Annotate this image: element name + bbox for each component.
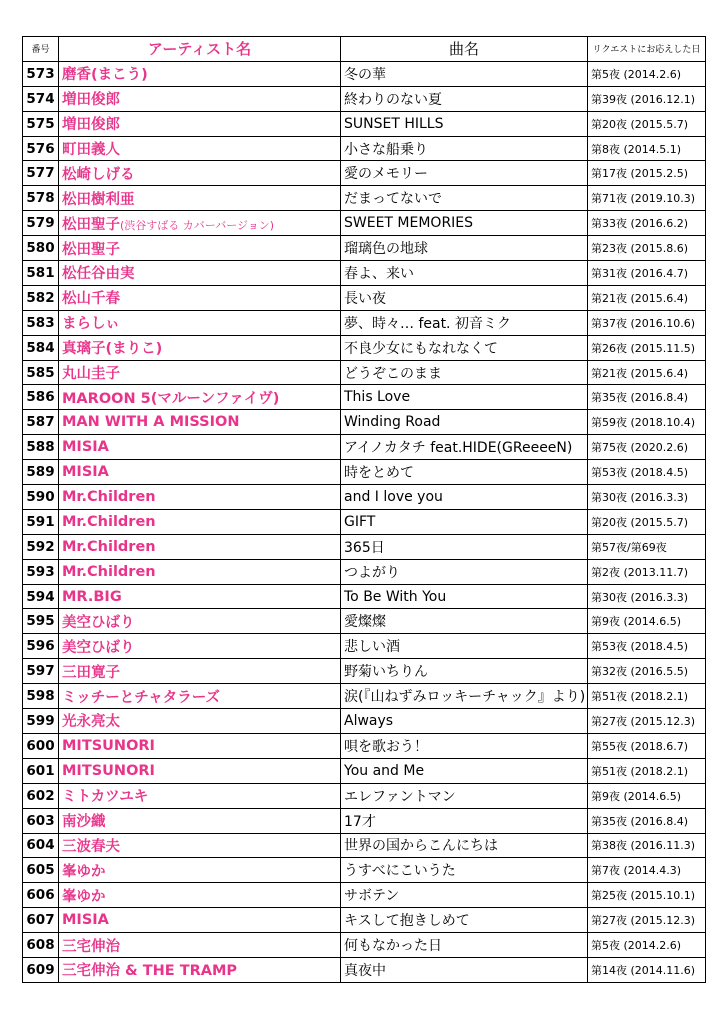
row-number: 574 (23, 86, 59, 111)
row-number: 588 (23, 435, 59, 460)
song-title: and I love you (341, 485, 588, 510)
request-night: 第23夜 (2015.8.6) (588, 236, 706, 261)
table-row (23, 858, 706, 883)
artist-name-main: MAN WITH A MISSION (62, 414, 240, 431)
song-title: SWEET MEMORIES (341, 211, 588, 236)
request-night: 第9夜 (2014.6.5) (588, 783, 706, 808)
artist-name-main: 三田寛子 (62, 664, 120, 681)
request-night: 第7夜 (2014.4.3) (588, 858, 706, 883)
row-number: 603 (23, 808, 59, 833)
request-night: 第8夜 (2014.5.1) (588, 136, 706, 161)
song-title: 長い夜 (341, 285, 588, 310)
artist-name (59, 709, 341, 734)
request-night: 第26夜 (2015.11.5) (588, 335, 706, 360)
artist-name-main: 町田義人 (62, 142, 120, 158)
request-night: 第25夜 (2015.10.1) (588, 883, 706, 908)
row-number: 599 (23, 709, 59, 734)
song-title: うすべにこいうた (341, 858, 588, 883)
artist-name-main: Mr.Children (62, 513, 156, 530)
song-title: This Love (341, 385, 588, 410)
table-row (23, 485, 706, 510)
song-title: Winding Road (341, 410, 588, 435)
row-number: 602 (23, 783, 59, 808)
artist-name (59, 61, 341, 86)
table-row (23, 211, 706, 236)
song-title: 時をとめて (341, 460, 588, 485)
song-title: 小さな船乗り (341, 136, 588, 161)
song-title: 春よ、来い (341, 261, 588, 286)
artist-name-main: まらしぃ (62, 316, 120, 333)
song-title: 愛のメモリー (341, 161, 588, 186)
row-number: 604 (23, 833, 59, 858)
song-title: つよがり (341, 559, 588, 584)
row-number: 596 (23, 634, 59, 659)
row-number: 587 (23, 410, 59, 435)
song-title: 涙(『山ねずみロッキーチャック』より) (341, 684, 588, 709)
table-row (23, 783, 706, 808)
artist-name (59, 161, 341, 186)
artist-name-main: 美空ひばり (62, 639, 135, 656)
request-night: 第53夜 (2018.4.5) (588, 460, 706, 485)
header-song: 曲名 (341, 37, 588, 62)
table-row (23, 86, 706, 111)
row-number: 586 (23, 385, 59, 410)
artist-name (59, 783, 341, 808)
artist-name-main: 南沙織 (62, 814, 106, 831)
table-row (23, 61, 706, 86)
row-number: 607 (23, 908, 59, 933)
artist-name (59, 310, 341, 335)
artist-name (59, 584, 341, 609)
request-night: 第20夜 (2015.5.7) (588, 509, 706, 534)
artist-name-main: MITSUNORI (62, 737, 155, 754)
table-row (23, 933, 706, 958)
row-number: 600 (23, 733, 59, 758)
request-night: 第57夜/第69夜 (588, 534, 706, 559)
table-row (23, 559, 706, 584)
song-title: 不良少女にもなれなくて (341, 335, 588, 360)
artist-name-main: MAROON 5(マルーンファイヴ) (62, 390, 280, 407)
artist-name-main: 松田聖子 (62, 216, 120, 233)
song-title: 野菊いちりん (341, 659, 588, 684)
request-night: 第17夜 (2015.2.5) (588, 161, 706, 186)
request-night: 第75夜 (2020.2.6) (588, 435, 706, 460)
artist-name-main: MR.BIG (62, 588, 122, 605)
artist-name (59, 733, 341, 758)
artist-name-main: 松任谷由実 (62, 266, 135, 283)
table-row (23, 136, 706, 161)
row-number: 584 (23, 335, 59, 360)
row-number: 581 (23, 261, 59, 286)
table-row (23, 285, 706, 310)
artist-name (59, 460, 341, 485)
table-row (23, 435, 706, 460)
table-row (23, 609, 706, 634)
artist-name-main: 増田俊郎 (62, 117, 120, 134)
request-night: 第9夜 (2014.6.5) (588, 609, 706, 634)
row-number: 573 (23, 61, 59, 86)
row-number: 606 (23, 883, 59, 908)
table-row (23, 509, 706, 534)
song-title: 瑠璃色の地球 (341, 236, 588, 261)
table-row (23, 659, 706, 684)
request-night: 第71夜 (2019.10.3) (588, 186, 706, 211)
artist-name (59, 186, 341, 211)
artist-name-main: MITSUNORI (62, 762, 155, 779)
song-title: You and Me (341, 758, 588, 783)
song-title: アイノカタチ feat.HIDE(GReeeeN) (341, 435, 588, 460)
artist-name (59, 211, 341, 236)
table-row (23, 883, 706, 908)
request-night: 第30夜 (2016.3.3) (588, 584, 706, 609)
song-title: どうぞこのまま (341, 360, 588, 385)
artist-name (59, 111, 341, 136)
table-row (23, 261, 706, 286)
artist-name (59, 509, 341, 534)
request-night: 第55夜 (2018.6.7) (588, 733, 706, 758)
request-night: 第5夜 (2014.2.6) (588, 61, 706, 86)
artist-name-main: 増田俊郎 (62, 92, 120, 109)
artist-name-main: 松山千春 (62, 291, 120, 308)
table-row (23, 808, 706, 833)
table-row (23, 957, 706, 982)
song-title: 唄を歌おう！ (341, 733, 588, 758)
table-row (23, 908, 706, 933)
artist-name (59, 559, 341, 584)
request-night: 第35夜 (2016.8.4) (588, 808, 706, 833)
song-title: 17才 (341, 808, 588, 833)
table-row (23, 385, 706, 410)
artist-name-main: 美空ひばり (62, 614, 135, 631)
song-title: だまってないで (341, 186, 588, 211)
request-night: 第35夜 (2016.8.4) (588, 385, 706, 410)
artist-name-main: MISIA (62, 912, 109, 929)
artist-name-main: 松田樹利亜 (62, 191, 135, 208)
artist-name-main: 丸山圭子 (62, 366, 120, 383)
header-request-night: リクエストにお応えした日 (588, 37, 706, 62)
row-number: 591 (23, 509, 59, 534)
artist-name (59, 335, 341, 360)
request-night: 第2夜 (2013.11.7) (588, 559, 706, 584)
song-title: 夢、時々… feat. 初音ミク (341, 310, 588, 335)
artist-name (59, 485, 341, 510)
artist-name-main: 松崎しげる (62, 166, 135, 183)
row-number: 595 (23, 609, 59, 634)
artist-name (59, 908, 341, 933)
artist-name (59, 957, 341, 982)
request-night: 第20夜 (2015.5.7) (588, 111, 706, 136)
request-night: 第5夜 (2014.2.6) (588, 933, 706, 958)
header-number: 番号 (23, 37, 59, 62)
song-title: エレファントマン (341, 783, 588, 808)
table-row (23, 111, 706, 136)
table-row (23, 186, 706, 211)
request-night: 第31夜 (2016.4.7) (588, 261, 706, 286)
table-row (23, 584, 706, 609)
song-title: SUNSET HILLS (341, 111, 588, 136)
request-night: 第33夜 (2016.6.2) (588, 211, 706, 236)
artist-name (59, 86, 341, 111)
artist-name (59, 808, 341, 833)
row-number: 589 (23, 460, 59, 485)
artist-name (59, 360, 341, 385)
row-number: 598 (23, 684, 59, 709)
request-night: 第14夜 (2014.11.6) (588, 957, 706, 982)
row-number: 609 (23, 957, 59, 982)
song-title: 終わりのない夏 (341, 86, 588, 111)
row-number: 576 (23, 136, 59, 161)
artist-name-main: Mr.Children (62, 488, 156, 505)
artist-name (59, 435, 341, 460)
song-title: 何もなかった日 (341, 933, 588, 958)
table-row (23, 236, 706, 261)
row-number: 583 (23, 310, 59, 335)
request-night: 第59夜 (2018.10.4) (588, 410, 706, 435)
artist-name-main: MISIA (62, 464, 109, 481)
request-night: 第51夜 (2018.2.1) (588, 684, 706, 709)
artist-name-main: 三宅伸治 (62, 938, 120, 955)
artist-name (59, 933, 341, 958)
table-row (23, 335, 706, 360)
artist-name-main: 真璃子(まりこ) (62, 341, 163, 358)
table-row (23, 410, 706, 435)
song-title: Always (341, 709, 588, 734)
artist-name-main: 三波春夫 (62, 838, 120, 855)
artist-name-main: Mr.Children (62, 538, 156, 555)
artist-name (59, 883, 341, 908)
request-table (22, 36, 706, 983)
artist-name (59, 659, 341, 684)
table-row (23, 534, 706, 559)
artist-name-note: (渋谷すばる カバーバージョン) (120, 218, 275, 232)
artist-name-main: ミッチーとチャタラーズ (62, 689, 221, 706)
row-number: 592 (23, 534, 59, 559)
artist-name (59, 410, 341, 435)
song-title: 真夜中 (341, 957, 588, 982)
row-number: 605 (23, 858, 59, 883)
song-title: キスして抱きしめて (341, 908, 588, 933)
row-number: 580 (23, 236, 59, 261)
table-row (23, 733, 706, 758)
row-number: 585 (23, 360, 59, 385)
request-night: 第39夜 (2016.12.1) (588, 86, 706, 111)
artist-name-main: 三宅伸治 & THE TRAMP (62, 963, 238, 980)
song-title: サボテン (341, 883, 588, 908)
row-number: 579 (23, 211, 59, 236)
table-row (23, 634, 706, 659)
row-number: 578 (23, 186, 59, 211)
artist-name (59, 285, 341, 310)
request-night: 第53夜 (2018.4.5) (588, 634, 706, 659)
row-number: 594 (23, 584, 59, 609)
request-night: 第32夜 (2016.5.5) (588, 659, 706, 684)
table-row (23, 360, 706, 385)
table-row (23, 460, 706, 485)
row-number: 593 (23, 559, 59, 584)
artist-name (59, 684, 341, 709)
row-number: 608 (23, 933, 59, 958)
request-night: 第27夜 (2015.12.3) (588, 908, 706, 933)
artist-name (59, 609, 341, 634)
song-title: To Be With You (341, 584, 588, 609)
request-night: 第21夜 (2015.6.4) (588, 360, 706, 385)
row-number: 577 (23, 161, 59, 186)
song-title: GIFT (341, 509, 588, 534)
song-title: 悲しい酒 (341, 634, 588, 659)
artist-name (59, 385, 341, 410)
table-row (23, 684, 706, 709)
request-night: 第51夜 (2018.2.1) (588, 758, 706, 783)
artist-name (59, 833, 341, 858)
request-night: 第21夜 (2015.6.4) (588, 285, 706, 310)
artist-name (59, 236, 341, 261)
row-number: 597 (23, 659, 59, 684)
song-title: 愛燦燦 (341, 609, 588, 634)
table-row (23, 709, 706, 734)
request-night: 第30夜 (2016.3.3) (588, 485, 706, 510)
artist-name-main: MISIA (62, 439, 109, 456)
row-number: 582 (23, 285, 59, 310)
artist-name (59, 858, 341, 883)
artist-name (59, 136, 341, 161)
song-title: 世界の国からこんにちは (341, 833, 588, 858)
artist-name-main: 峯ゆか (62, 863, 106, 880)
row-number: 590 (23, 485, 59, 510)
song-title: 冬の華 (341, 61, 588, 86)
table-row (23, 310, 706, 335)
artist-name-main: ミトカツユキ (62, 789, 149, 806)
table-row (23, 758, 706, 783)
table-row (23, 833, 706, 858)
header-artist: アーティスト名 (59, 37, 341, 62)
row-number: 601 (23, 758, 59, 783)
artist-name (59, 758, 341, 783)
artist-name-main: Mr.Children (62, 563, 156, 580)
artist-name-main: 峯ゆか (62, 888, 106, 905)
artist-name-main: 光永亮太 (62, 714, 120, 731)
artist-name (59, 261, 341, 286)
artist-name-main: 磨香(まこう) (62, 67, 148, 84)
request-night: 第27夜 (2015.12.3) (588, 709, 706, 734)
artist-name (59, 634, 341, 659)
row-number: 575 (23, 111, 59, 136)
request-night: 第37夜 (2016.10.6) (588, 310, 706, 335)
artist-name-main: 松田聖子 (62, 241, 120, 258)
artist-name (59, 534, 341, 559)
header-row (23, 37, 706, 62)
song-title: 365日 (341, 534, 588, 559)
table-row (23, 161, 706, 186)
request-night: 第38夜 (2016.11.3) (588, 833, 706, 858)
